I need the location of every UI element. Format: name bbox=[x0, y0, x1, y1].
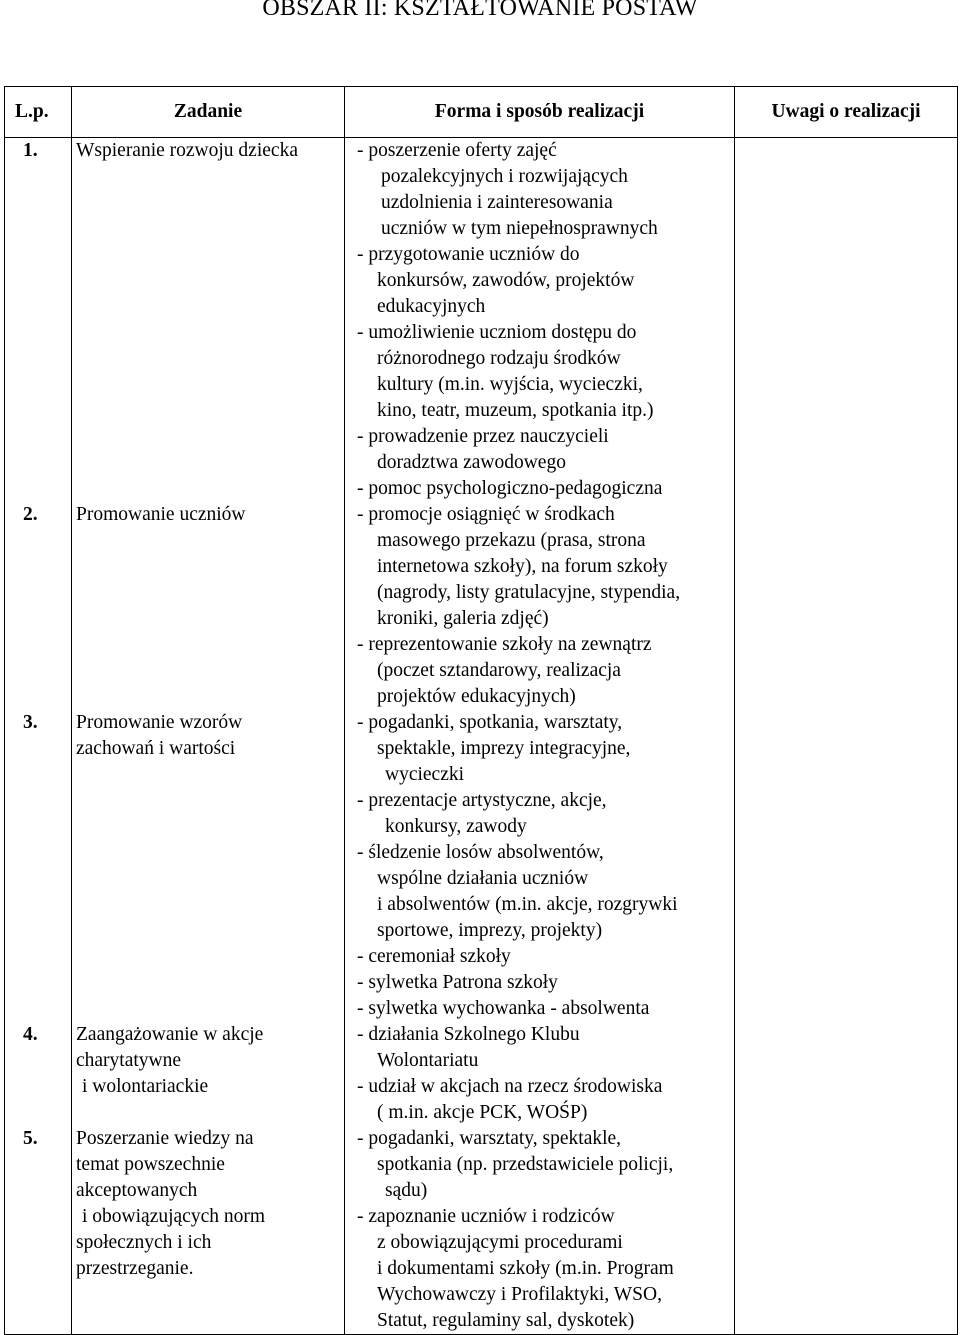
form-cell bbox=[345, 138, 735, 503]
task-line: Wspieranie rozwoju dziecka bbox=[76, 140, 298, 161]
form-line: i dokumentami szkoły (m.in. Program bbox=[377, 1258, 674, 1279]
form-line: uczniów w tym niepełnosprawnych bbox=[381, 218, 658, 239]
form-line: - ceremoniał szkoły bbox=[357, 946, 511, 967]
form-line: - prezentacje artystyczne, akcje, bbox=[357, 790, 607, 811]
form-line: sądu) bbox=[385, 1180, 428, 1201]
header-notes: Uwagi o realizacji bbox=[735, 87, 958, 138]
form-line: wspólne działania uczniów bbox=[377, 868, 589, 889]
table-row bbox=[5, 1022, 958, 1126]
form-line: Wychowawczy i Profilaktyki, WSO, bbox=[377, 1284, 662, 1305]
task-line: charytatywne bbox=[76, 1050, 182, 1071]
form-line: - umożliwienie uczniom dostępu do bbox=[357, 322, 637, 343]
task-line: Zaangażowanie w akcje bbox=[76, 1024, 264, 1045]
row-number: 1. bbox=[5, 138, 72, 503]
form-line: Wolontariatu bbox=[377, 1050, 479, 1071]
form-line: (poczet sztandarowy, realizacja bbox=[377, 660, 621, 681]
form-line: kroniki, galeria zdjęć) bbox=[377, 608, 549, 629]
form-line: z obowiązującymi procedurami bbox=[377, 1232, 623, 1253]
task-cell bbox=[72, 138, 345, 503]
form-line: i absolwentów (m.in. akcje, rozgrywki bbox=[377, 894, 678, 915]
row-number: 5. bbox=[5, 1126, 72, 1335]
form-line: masowego przekazu (prasa, strona bbox=[377, 530, 646, 551]
task-cell bbox=[72, 1126, 345, 1335]
form-line: internetowa szkoły), na forum szkoły bbox=[377, 556, 668, 577]
form-line: różnorodnego rodzaju środków bbox=[377, 348, 621, 369]
notes-cell bbox=[735, 138, 958, 503]
task-line: społecznych i ich bbox=[76, 1232, 212, 1253]
notes-cell bbox=[735, 1126, 958, 1335]
form-cell bbox=[345, 502, 735, 710]
form-line: edukacyjnych bbox=[377, 296, 486, 317]
row-number: 4. bbox=[5, 1022, 72, 1126]
form-line: kultury (m.in. wyjścia, wycieczki, bbox=[377, 374, 643, 395]
notes-cell bbox=[735, 1022, 958, 1126]
task-line: Promowanie wzorów bbox=[76, 712, 243, 733]
table-row bbox=[5, 502, 958, 710]
task-line: Poszerzanie wiedzy na bbox=[76, 1128, 254, 1149]
form-line: projektów edukacyjnych) bbox=[377, 686, 576, 707]
postawy-table bbox=[4, 86, 958, 1335]
form-line: - działania Szkolnego Klubu bbox=[357, 1024, 580, 1045]
task-line: i wolontariackie bbox=[82, 1076, 209, 1097]
form-line: Statut, regulaminy sal, dyskotek) bbox=[377, 1310, 635, 1331]
form-cell bbox=[345, 1022, 735, 1126]
form-line: - pogadanki, spotkania, warsztaty, bbox=[357, 712, 623, 733]
form-line: - pogadanki, warsztaty, spektakle, bbox=[357, 1128, 622, 1149]
table-row bbox=[5, 710, 958, 1022]
table-row bbox=[5, 138, 958, 503]
form-line: kino, teatr, muzeum, spotkania itp.) bbox=[377, 400, 654, 421]
form-line: - prowadzenie przez nauczycieli bbox=[357, 426, 609, 447]
form-line: wycieczki bbox=[385, 764, 465, 785]
task-cell bbox=[72, 710, 345, 1022]
document-title: OBSZAR II: KSZTAŁTOWANIE POSTAW bbox=[262, 0, 698, 21]
form-line: - przygotowanie uczniów do bbox=[357, 244, 580, 265]
form-line: doradztwa zawodowego bbox=[377, 452, 566, 473]
form-cell bbox=[345, 1126, 735, 1335]
form-line: - sylwetka wychowanka - absolwenta bbox=[357, 998, 650, 1019]
table-row bbox=[5, 1126, 958, 1335]
form-line: konkursów, zawodów, projektów bbox=[377, 270, 635, 291]
form-line: - śledzenie losów absolwentów, bbox=[357, 842, 604, 863]
form-line: ( m.in. akcje PCK, WOŚP) bbox=[377, 1102, 588, 1123]
form-line: uzdolnienia i zainteresowania bbox=[381, 192, 613, 213]
row-number: 3. bbox=[5, 710, 72, 1022]
task-line: przestrzeganie. bbox=[76, 1258, 194, 1279]
task-line: i obowiązujących norm bbox=[82, 1206, 266, 1227]
form-line: - sylwetka Patrona szkoły bbox=[357, 972, 558, 993]
row-number: 2. bbox=[5, 502, 72, 710]
form-line: spektakle, imprezy integracyjne, bbox=[377, 738, 631, 759]
task-line: Promowanie uczniów bbox=[76, 504, 246, 525]
notes-cell bbox=[735, 710, 958, 1022]
form-line: - poszerzenie oferty zajęć bbox=[357, 140, 557, 161]
notes-cell bbox=[735, 502, 958, 710]
form-line: - reprezentowanie szkoły na zewnątrz bbox=[357, 634, 652, 655]
task-cell bbox=[72, 1022, 345, 1126]
form-line: (nagrody, listy gratulacyjne, stypendia, bbox=[377, 582, 681, 603]
task-line: akceptowanych bbox=[76, 1180, 198, 1201]
table-header-row bbox=[5, 87, 958, 138]
header-task: Zadanie bbox=[72, 87, 345, 138]
header-form: Forma i sposób realizacji bbox=[345, 87, 735, 138]
header-lp: L.p. bbox=[5, 87, 72, 138]
form-line: konkursy, zawody bbox=[385, 816, 527, 837]
form-line: - udział w akcjach na rzecz środowiska bbox=[357, 1076, 663, 1097]
form-line: pozalekcyjnych i rozwijających bbox=[381, 166, 628, 187]
task-line: zachowań i wartości bbox=[76, 738, 236, 759]
form-line: - promocje osiągnięć w środkach bbox=[357, 504, 615, 525]
form-line: - pomoc psychologiczno-pedagogiczna bbox=[357, 478, 663, 499]
task-line: temat powszechnie bbox=[76, 1154, 225, 1175]
form-line: - zapoznanie uczniów i rodziców bbox=[357, 1206, 615, 1227]
form-line: sportowe, imprezy, projekty) bbox=[377, 920, 603, 941]
task-cell bbox=[72, 502, 345, 710]
form-line: spotkania (np. przedstawiciele policji, bbox=[377, 1154, 674, 1175]
form-cell bbox=[345, 710, 735, 1022]
